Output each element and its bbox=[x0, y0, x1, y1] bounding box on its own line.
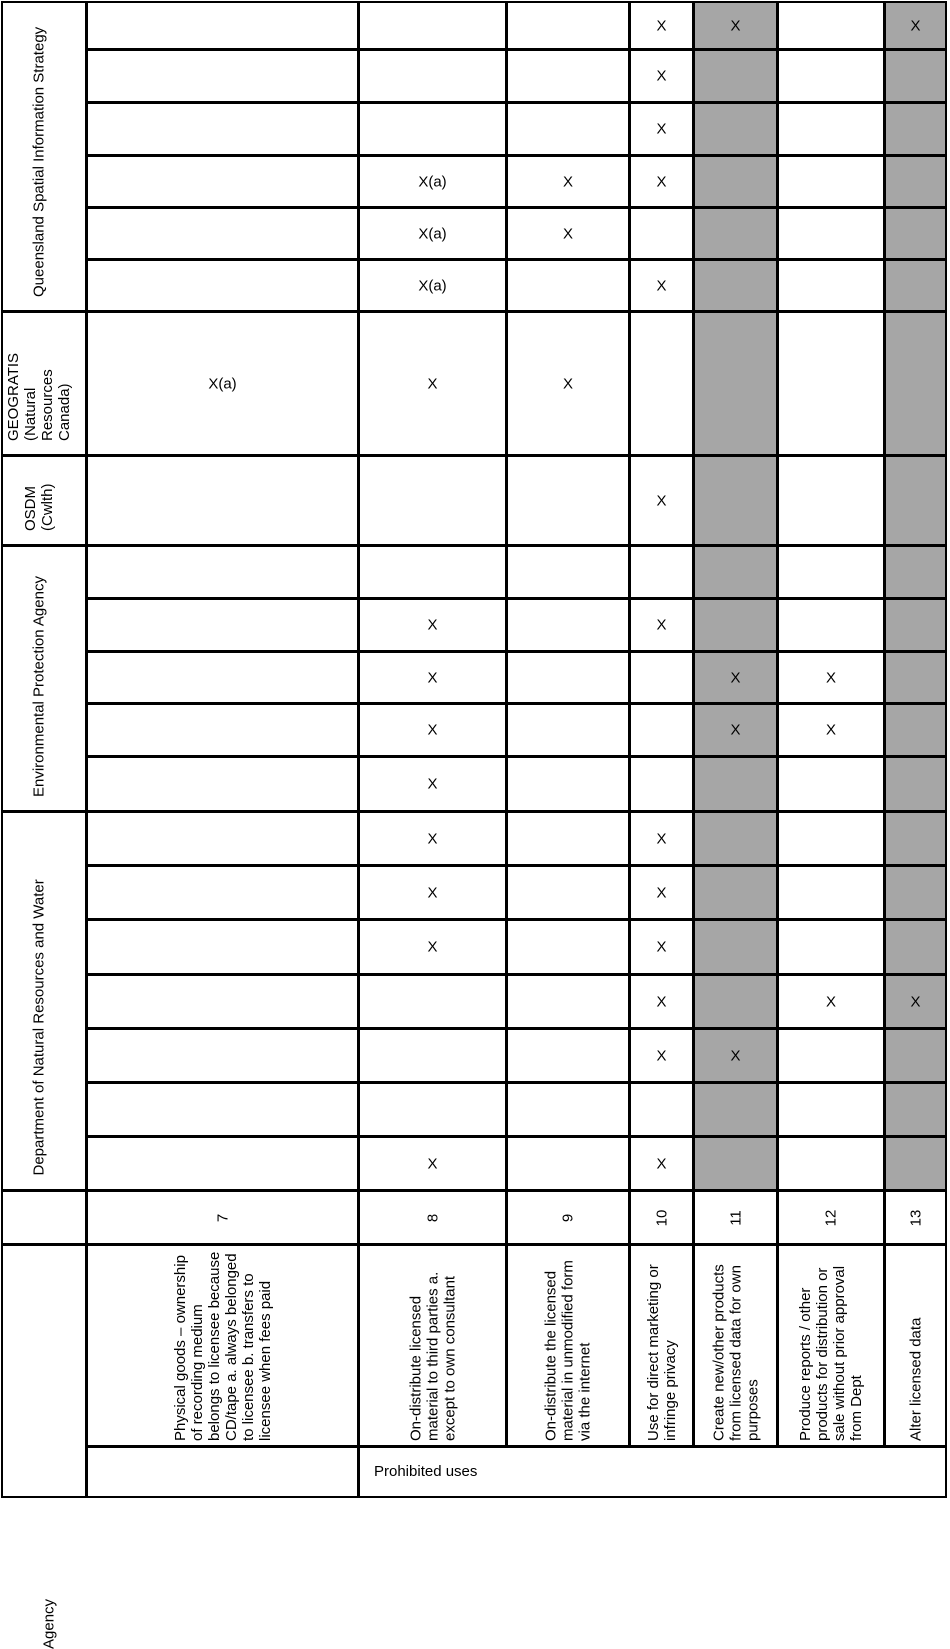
grid-cell bbox=[506, 919, 630, 975]
grid-cell bbox=[777, 455, 885, 546]
grid-cell bbox=[86, 1082, 359, 1137]
grid-cell bbox=[629, 545, 694, 599]
check-mark-x: X bbox=[656, 1155, 667, 1172]
row-number-12 bbox=[777, 1190, 885, 1245]
grid-cell bbox=[506, 1028, 630, 1083]
grid-cell bbox=[884, 102, 947, 156]
group-geogratis-header bbox=[1, 311, 87, 456]
row-number-9 bbox=[506, 1190, 630, 1245]
group-dnrw-header bbox=[1, 811, 87, 1191]
grid-cell bbox=[884, 703, 947, 757]
row-description-8 bbox=[358, 1244, 507, 1447]
grid-cell bbox=[693, 756, 778, 812]
check-mark-x: X bbox=[730, 17, 741, 34]
grid-cell bbox=[506, 865, 630, 920]
grid-cell bbox=[86, 1, 359, 50]
grid-cell bbox=[629, 811, 694, 866]
grid-cell bbox=[358, 651, 507, 704]
row-number-8 bbox=[358, 1190, 507, 1245]
grid-cell bbox=[884, 155, 947, 208]
group-geogratis-label: GEOGRATIS (Natural Resources Canada) bbox=[5, 352, 73, 441]
row-description-12 bbox=[777, 1244, 885, 1447]
grid-cell bbox=[884, 545, 947, 599]
grid-cell bbox=[693, 545, 778, 599]
grid-cell bbox=[629, 651, 694, 704]
check-mark-x: X bbox=[427, 375, 438, 392]
grid-cell bbox=[884, 49, 947, 103]
grid-cell bbox=[629, 919, 694, 975]
grid-cell bbox=[506, 703, 630, 757]
grid-cell bbox=[629, 259, 694, 312]
group-osdm-header bbox=[1, 455, 87, 546]
row-description-text: Alter licensed data bbox=[907, 1317, 924, 1441]
row-number-7 bbox=[86, 1190, 359, 1245]
row-number-label: 7 bbox=[214, 1213, 231, 1222]
grid-cell bbox=[884, 811, 947, 866]
grid-cell bbox=[693, 207, 778, 260]
grid-cell bbox=[629, 974, 694, 1029]
grid-cell bbox=[777, 598, 885, 652]
grid-cell bbox=[506, 155, 630, 208]
check-mark-x: X bbox=[562, 225, 573, 242]
grid-cell bbox=[693, 311, 778, 456]
group-osdm-label: OSDM (Cwlth) bbox=[22, 483, 56, 531]
check-mark-x-a: X(a) bbox=[418, 173, 447, 190]
group-qsis-label: Queensland Spatial Information Strategy bbox=[30, 26, 48, 297]
row-number-label: 9 bbox=[559, 1213, 577, 1222]
grid-cell bbox=[358, 1082, 507, 1137]
grid-cell bbox=[358, 207, 507, 260]
grid-cell bbox=[506, 974, 630, 1029]
grid-cell bbox=[358, 49, 507, 103]
grid-cell bbox=[693, 1136, 778, 1191]
grid-cell bbox=[629, 311, 694, 456]
check-mark-x: X bbox=[656, 1047, 667, 1064]
grid-cell bbox=[693, 1028, 778, 1083]
grid-cell bbox=[693, 919, 778, 975]
row-description-text: On-distribute the licensed material in unmodified form via the internet bbox=[542, 1259, 594, 1441]
grid-cell bbox=[777, 865, 885, 920]
row-number-label: 10 bbox=[653, 1209, 670, 1226]
grid-cell bbox=[358, 455, 507, 546]
check-mark-x: X bbox=[730, 1047, 741, 1064]
grid-cell bbox=[777, 1136, 885, 1191]
check-mark-x: X bbox=[656, 830, 667, 847]
row-description-9 bbox=[506, 1244, 630, 1447]
grid-cell bbox=[358, 1028, 507, 1083]
grid-cell bbox=[884, 311, 947, 456]
prohibited-uses-label: Prohibited uses bbox=[374, 1463, 478, 1480]
grid-cell bbox=[86, 703, 359, 757]
grid-cell bbox=[506, 756, 630, 812]
grid-cell bbox=[506, 311, 630, 456]
grid-cell bbox=[777, 102, 885, 156]
grid-cell bbox=[86, 865, 359, 920]
group-dnrw-label: Department of Natural Resources and Water bbox=[30, 879, 48, 1176]
grid-cell bbox=[884, 1028, 947, 1083]
grid-cell bbox=[86, 598, 359, 652]
check-mark-x: X bbox=[656, 884, 667, 901]
row-description-10 bbox=[629, 1244, 694, 1447]
row-number-label: 11 bbox=[727, 1209, 744, 1226]
grid-cell bbox=[629, 865, 694, 920]
grid-cell bbox=[358, 865, 507, 920]
grid-cell bbox=[884, 259, 947, 312]
grid-cell bbox=[86, 49, 359, 103]
grid-cell bbox=[506, 545, 630, 599]
check-mark-x: X bbox=[910, 17, 921, 34]
grid-cell bbox=[777, 311, 885, 456]
grid-cell bbox=[86, 259, 359, 312]
row-number-label: 13 bbox=[907, 1209, 924, 1226]
check-mark-x: X bbox=[730, 721, 741, 739]
grid-cell bbox=[884, 1082, 947, 1137]
check-mark-x: X bbox=[656, 67, 667, 85]
grid-cell bbox=[86, 811, 359, 866]
check-mark-x: X bbox=[427, 669, 438, 686]
grid-cell bbox=[884, 455, 947, 546]
agency-header bbox=[1, 1244, 87, 1649]
grid-cell bbox=[884, 207, 947, 260]
check-mark-x: X bbox=[427, 938, 438, 956]
grid-cell bbox=[884, 598, 947, 652]
grid-cell bbox=[358, 1136, 507, 1191]
agency-label: Agency bbox=[40, 1598, 58, 1649]
grid-cell bbox=[86, 1028, 359, 1083]
row-number-11 bbox=[693, 1190, 778, 1245]
grid-cell bbox=[777, 756, 885, 812]
grid-cell bbox=[777, 155, 885, 208]
grid-cell bbox=[506, 102, 630, 156]
check-mark-x: X bbox=[656, 993, 667, 1010]
grid-cell bbox=[629, 207, 694, 260]
check-mark-x: X bbox=[825, 669, 836, 686]
grid-cell bbox=[506, 207, 630, 260]
grid-cell bbox=[86, 455, 359, 546]
grid-cell bbox=[884, 865, 947, 920]
grid-cell bbox=[506, 811, 630, 866]
check-mark-x: X bbox=[825, 993, 836, 1010]
grid-cell bbox=[777, 49, 885, 103]
grid-cell bbox=[629, 102, 694, 156]
grid-cell bbox=[86, 974, 359, 1029]
grid-cell bbox=[693, 49, 778, 103]
check-mark-x: X bbox=[730, 669, 741, 686]
grid-cell bbox=[358, 102, 507, 156]
check-mark-x-a: X(a) bbox=[208, 375, 237, 392]
check-mark-x: X bbox=[562, 375, 573, 392]
grid-cell bbox=[506, 455, 630, 546]
grid-cell bbox=[629, 455, 694, 546]
row-description-11 bbox=[693, 1244, 778, 1447]
grid-cell bbox=[506, 598, 630, 652]
row-number-label: 8 bbox=[424, 1213, 441, 1222]
grid-cell bbox=[358, 703, 507, 757]
grid-cell bbox=[358, 919, 507, 975]
grid-cell bbox=[86, 207, 359, 260]
grid-cell bbox=[86, 545, 359, 599]
grid-cell bbox=[86, 919, 359, 975]
grid-cell bbox=[884, 919, 947, 975]
grid-cell bbox=[777, 651, 885, 704]
row-description-text: Create new/other products from licensed data for own purposes bbox=[710, 1263, 761, 1441]
grid-cell bbox=[777, 207, 885, 260]
grid-cell bbox=[777, 1028, 885, 1083]
grid-cell bbox=[777, 974, 885, 1029]
prohibited-blank bbox=[86, 1446, 359, 1498]
grid-cell bbox=[693, 974, 778, 1029]
grid-cell bbox=[86, 311, 359, 456]
check-mark-x: X bbox=[656, 938, 667, 956]
check-mark-x: X bbox=[825, 721, 836, 739]
grid-cell bbox=[358, 811, 507, 866]
grid-cell bbox=[777, 1, 885, 50]
check-mark-x: X bbox=[656, 492, 667, 509]
grid-cell bbox=[629, 598, 694, 652]
grid-cell bbox=[86, 102, 359, 156]
grid-cell bbox=[693, 455, 778, 546]
grid-cell bbox=[629, 756, 694, 812]
grid-cell bbox=[693, 865, 778, 920]
grid-cell bbox=[506, 1082, 630, 1137]
grid-cell bbox=[884, 1136, 947, 1191]
grid-cell bbox=[693, 1, 778, 50]
row-description-text: On-distribute licensed material to third parties a. except to own consultant bbox=[407, 1271, 458, 1441]
grid-cell bbox=[693, 598, 778, 652]
grid-cell bbox=[506, 259, 630, 312]
check-mark-x: X bbox=[910, 993, 921, 1010]
row-number-13 bbox=[884, 1190, 947, 1245]
grid-cell bbox=[693, 703, 778, 757]
row-description-text: Physical goods – ownership of recording medium belongs to licensee because CD/tape a. always belonged to licensee b. transfers to licensee when fees paid bbox=[171, 1251, 274, 1441]
grid-cell bbox=[777, 545, 885, 599]
grid-cell bbox=[358, 598, 507, 652]
grid-cell bbox=[506, 1, 630, 50]
grid-cell bbox=[884, 651, 947, 704]
check-mark-x-a: X(a) bbox=[418, 225, 447, 242]
grid-cell bbox=[884, 974, 947, 1029]
group-qsis-header bbox=[1, 1, 87, 312]
grid-cell bbox=[358, 155, 507, 208]
grid-cell bbox=[358, 259, 507, 312]
row-number-10 bbox=[629, 1190, 694, 1245]
grid-cell bbox=[629, 703, 694, 757]
grid-cell bbox=[777, 919, 885, 975]
check-mark-x: X bbox=[656, 616, 667, 634]
grid-cell bbox=[358, 1, 507, 50]
grid-cell bbox=[506, 651, 630, 704]
grid-cell bbox=[693, 1082, 778, 1137]
grid-cell bbox=[884, 1, 947, 50]
grid-cell bbox=[777, 703, 885, 757]
grid-cell bbox=[358, 974, 507, 1029]
row-description-text: Use for direct marketing or infringe privacy bbox=[644, 1263, 679, 1441]
grid-cell bbox=[777, 1082, 885, 1137]
grid-cell bbox=[777, 259, 885, 312]
header-blank-num bbox=[1, 1190, 87, 1245]
grid-cell bbox=[629, 49, 694, 103]
group-epa-header bbox=[1, 545, 87, 812]
grid-cell bbox=[506, 1136, 630, 1191]
check-mark-x: X bbox=[656, 173, 667, 190]
grid-cell bbox=[358, 756, 507, 812]
grid-cell bbox=[86, 651, 359, 704]
grid-cell bbox=[629, 1028, 694, 1083]
grid-cell bbox=[629, 155, 694, 208]
grid-cell bbox=[777, 811, 885, 866]
row-description-13 bbox=[884, 1244, 947, 1447]
grid-cell bbox=[629, 1136, 694, 1191]
check-mark-x-a: X(a) bbox=[418, 277, 447, 294]
row-description-text: Produce reports / other products for distribution or sale without prior approval from Dept bbox=[797, 1265, 865, 1441]
group-epa-label: Environmental Protection Agency bbox=[30, 575, 48, 797]
prohibited-uses-header bbox=[358, 1446, 947, 1498]
grid-cell bbox=[693, 259, 778, 312]
grid-cell bbox=[629, 1, 694, 50]
check-mark-x: X bbox=[427, 721, 438, 739]
grid-cell bbox=[86, 155, 359, 208]
check-mark-x: X bbox=[427, 830, 438, 847]
check-mark-x: X bbox=[427, 1155, 438, 1172]
row-description-7 bbox=[86, 1244, 359, 1447]
check-mark-x: X bbox=[427, 775, 438, 793]
grid-cell bbox=[506, 49, 630, 103]
check-mark-x: X bbox=[656, 120, 667, 138]
grid-cell bbox=[629, 1082, 694, 1137]
check-mark-x: X bbox=[656, 277, 667, 294]
grid-cell bbox=[358, 545, 507, 599]
grid-cell bbox=[693, 102, 778, 156]
grid-cell bbox=[358, 311, 507, 456]
check-mark-x: X bbox=[427, 884, 438, 901]
grid-cell bbox=[693, 651, 778, 704]
row-number-label: 12 bbox=[822, 1209, 840, 1226]
grid-cell bbox=[693, 155, 778, 208]
check-mark-x: X bbox=[427, 616, 438, 634]
grid-cell bbox=[86, 1136, 359, 1191]
grid-cell bbox=[693, 811, 778, 866]
grid-cell bbox=[884, 756, 947, 812]
grid-cell bbox=[86, 756, 359, 812]
check-mark-x: X bbox=[656, 17, 667, 34]
check-mark-x: X bbox=[562, 173, 573, 190]
